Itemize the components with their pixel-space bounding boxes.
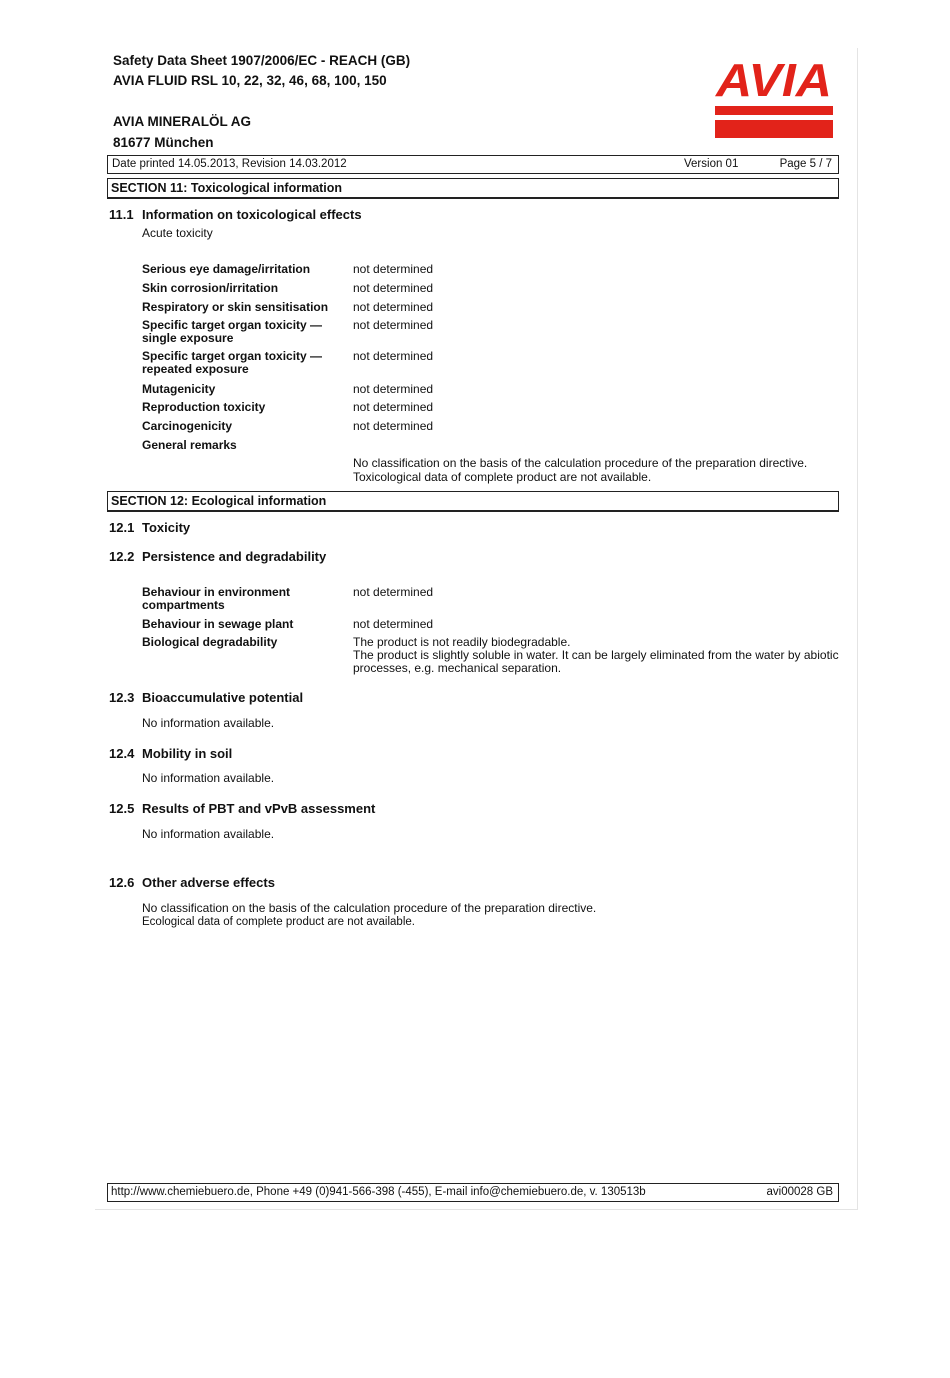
tox-label-stot-single: Specific target organ toxicity — single exposure [142, 318, 323, 345]
subsection-12-2 [109, 549, 326, 564]
company-city: 81677 München [113, 135, 214, 150]
tox-value-stot-single: not determined [353, 318, 434, 332]
tox-label-skin: Skin corrosion/irritation [142, 281, 279, 295]
subsection-12-3 [109, 690, 303, 705]
section-12-header [107, 491, 839, 512]
logo-stripe-1 [715, 106, 833, 115]
eco-value-sewage: not determined [353, 617, 434, 631]
tox-value-reproduction: not determined [353, 400, 434, 414]
tox-label-reproduction: Reproduction toxicity [142, 400, 266, 414]
tox-value-eye: not determined [353, 262, 434, 276]
subsection-number: 12.2 [109, 549, 135, 564]
print-date: Date printed 14.05.2013, Revision 14.03.2012 [112, 158, 347, 170]
subsection-number: 12.3 [109, 690, 135, 705]
subsection-12-1 [109, 520, 190, 535]
other-effects-line-1: No classification on the basis of the calculation procedure of the preparation directive. [142, 901, 597, 915]
subsection-title: Information on toxicological effects [142, 207, 362, 222]
tox-label-carcinogenicity: Carcinogenicity [142, 419, 233, 433]
subsection-12-6 [109, 875, 275, 890]
page-edge-right [857, 48, 858, 1210]
other-effects-line-2: Ecological data of complete product are not available. [142, 916, 415, 928]
document-title: Safety Data Sheet 1907/2006/EC - REACH (GB) [113, 53, 411, 68]
subsection-number: 12.5 [109, 801, 135, 816]
eco-value-environment: not determined [353, 585, 434, 599]
version-label: Version 01 [684, 158, 739, 170]
logo-wordmark: AVIA [715, 58, 832, 106]
footer-doc-id: avi00028 GB [766, 1186, 833, 1198]
tox-remark-2: Toxicological data of complete product are not available. [353, 470, 652, 484]
subsection-title: Other adverse effects [142, 875, 275, 890]
tox-value-sensitisation: not determined [353, 300, 434, 314]
subsection-title: Persistence and degradability [142, 549, 327, 564]
section-12-title: SECTION 12: Ecological information [111, 494, 327, 508]
subsection-number: 11.1 [109, 207, 134, 222]
subsection-title: Toxicity [142, 520, 191, 535]
subsection-title: Bioaccumulative potential [142, 690, 304, 705]
tox-value-stot-repeated: not determined [353, 349, 434, 363]
subsection-number: 12.6 [109, 875, 135, 890]
tox-label-sensitisation: Respiratory or skin sensitisation [142, 300, 329, 314]
logo-stripe-2 [715, 120, 833, 138]
subsection-12-4 [109, 746, 232, 761]
eco-degradability-line-2: The product is slightly soluble in water. It can be largely eliminated from the water by abiotic [353, 648, 839, 662]
page-number: Page 5 / 7 [779, 158, 832, 170]
mobility-text: No information available. [142, 771, 275, 785]
avia-logo [715, 58, 833, 140]
acute-toxicity-label: Acute toxicity [142, 226, 213, 240]
eco-degradability-line-3: processes, e.g. mechanical separation. [353, 661, 562, 675]
subsection-number: 12.1 [109, 520, 135, 535]
footer-contact: http://www.chemiebuero.de, Phone +49 (0)941-566-398 (-455), E-mail info@chemiebuero.de, v. 130513b [111, 1186, 646, 1198]
tox-value-carcinogenicity: not determined [353, 419, 434, 433]
eco-label-sewage: Behaviour in sewage plant [142, 617, 294, 631]
tox-remark-1: No classification on the basis of the calculation procedure of the preparation directive. [353, 456, 808, 470]
eco-label-degradability: Biological degradability [142, 635, 278, 649]
eco-value-degradability: The product is not readily biodegradable. [353, 635, 571, 649]
tox-value-mutagenicity: not determined [353, 382, 434, 396]
page-edge-bottom [95, 1209, 858, 1210]
section-11-title: SECTION 11: Toxicological information [111, 181, 343, 195]
subsection-11-1 [109, 207, 362, 222]
tox-label-stot-repeated: Specific target organ toxicity — repeated exposure [142, 349, 323, 376]
footer-bar [107, 1183, 839, 1202]
section-11-header [107, 178, 839, 199]
tox-label-mutagenicity: Mutagenicity [142, 382, 216, 396]
document-info-bar [107, 155, 839, 174]
tox-label-eye: Serious eye damage/irritation [142, 262, 311, 276]
eco-label-environment: Behaviour in environment compartments [142, 585, 291, 612]
tox-value-skin: not determined [353, 281, 434, 295]
tox-label-general-remarks: General remarks [142, 438, 237, 452]
bioaccumulative-text: No information available. [142, 716, 275, 730]
subsection-title: Results of PBT and vPvB assessment [142, 801, 376, 816]
subsection-number: 12.4 [109, 746, 135, 761]
subsection-title: Mobility in soil [142, 746, 233, 761]
product-name: AVIA FLUID RSL 10, 22, 32, 46, 68, 100, 150 [113, 73, 387, 88]
pbt-text: No information available. [142, 827, 275, 841]
company-name: AVIA MINERALÖL AG [113, 114, 251, 129]
subsection-12-5 [109, 801, 375, 816]
